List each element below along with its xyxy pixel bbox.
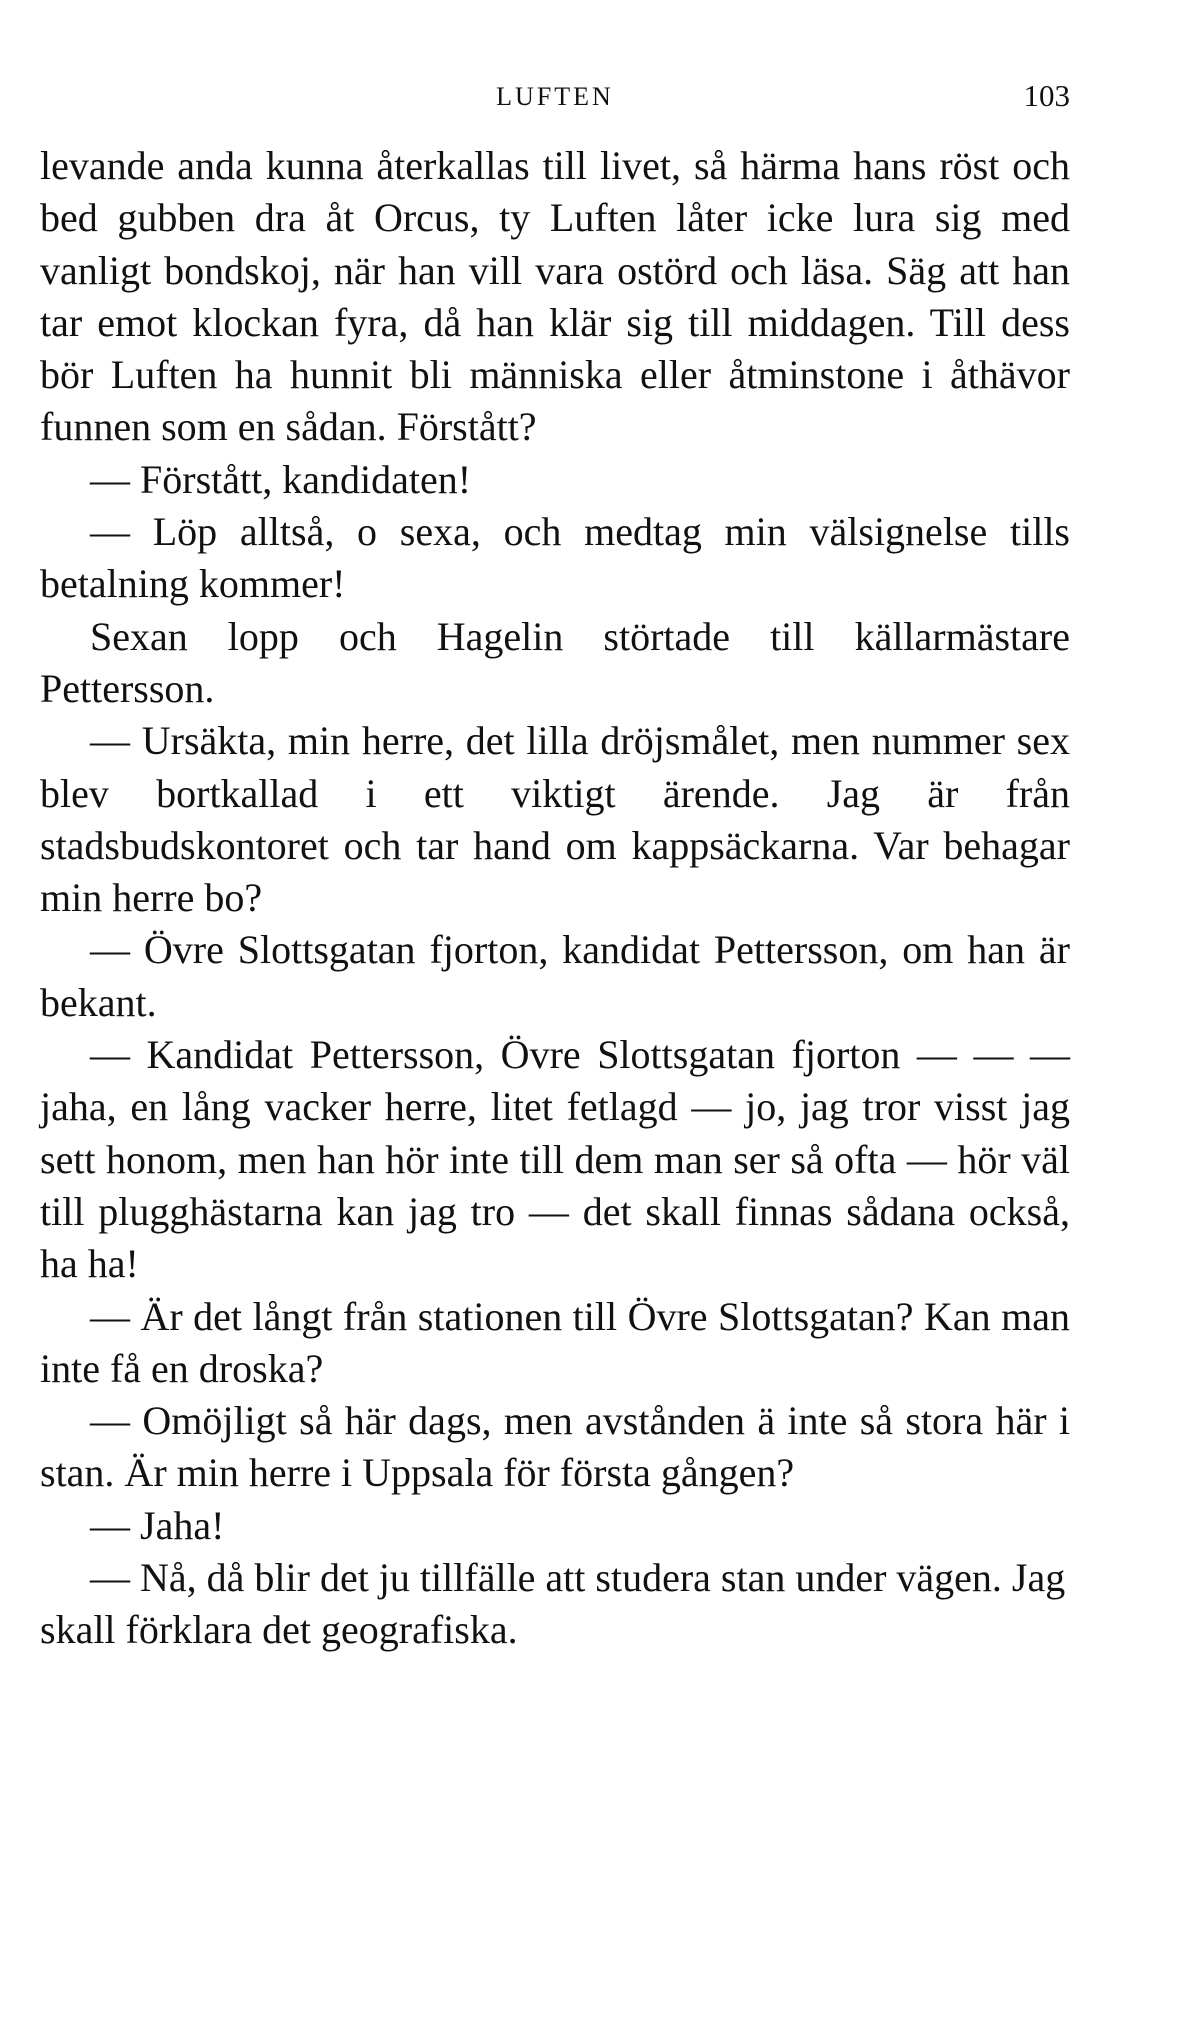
- paragraph: — Kandidat Pettersson, Övre Slottsgatan fjorton — — — jaha, en lång vacker herre, litet fetlagd — jo, jag tror visst jag sett honom, men han hör inte till dem man ser så ofta — hör väl till plugghästarna kan jag tro — det skall finnas sådana också, ha ha!: [40, 1032, 1070, 1287]
- paragraph: — Jaha!: [90, 1502, 225, 1548]
- paragraph: — Löp alltså, o sexa, och medtag min välsignelse tills betalning kommer!: [40, 509, 1070, 607]
- body-text: [40, 140, 1070, 1657]
- paragraph: Sexan lopp och Hagelin störtade till källarmästare Pettersson.: [40, 613, 1070, 711]
- running-header: [40, 78, 1070, 118]
- paragraph: — Är det långt från stationen till Övre Slottsgatan? Kan man inte få en droska?: [40, 1293, 1070, 1391]
- paragraph: — Nå, då blir det ju tillfälle att studera stan under vägen. Jag skall förklara det geografiska.: [40, 1555, 1066, 1653]
- paragraph: — Övre Slottsgatan fjorton, kandidat Pettersson, om han är bekant.: [40, 927, 1070, 1025]
- chapter-title: LUFTEN: [496, 82, 614, 111]
- paragraph: — Ursäkta, min herre, det lilla dröjsmålet, men nummer sex blev bortkallad i ett viktigt ärende. Jag är från stadsbudskontoret och tar hand om kappsäckarna. Var behagar min herre bo?: [40, 718, 1070, 921]
- paragraph: — Omöjligt så här dags, men avstånden ä inte så stora här i stan. Är min herre i Uppsala för första gången?: [40, 1398, 1070, 1496]
- paragraph: — Förstått, kandidaten!: [90, 456, 472, 502]
- page-number: 103: [1023, 78, 1070, 113]
- paragraph-continuation: levande anda kunna återkallas till livet, så härma hans röst och bed gubben dra åt Orcus, ty Luften låter icke lura sig med vanligt bondskoj, när han vill vara ostörd och läsa. Säg att han tar emot klockan fyra, då han klär sig till middagen. Till dess bör Luften ha hunnit bli människa eller åtminstone i åthävor funnen som en sådan. Förstått?: [40, 143, 1070, 450]
